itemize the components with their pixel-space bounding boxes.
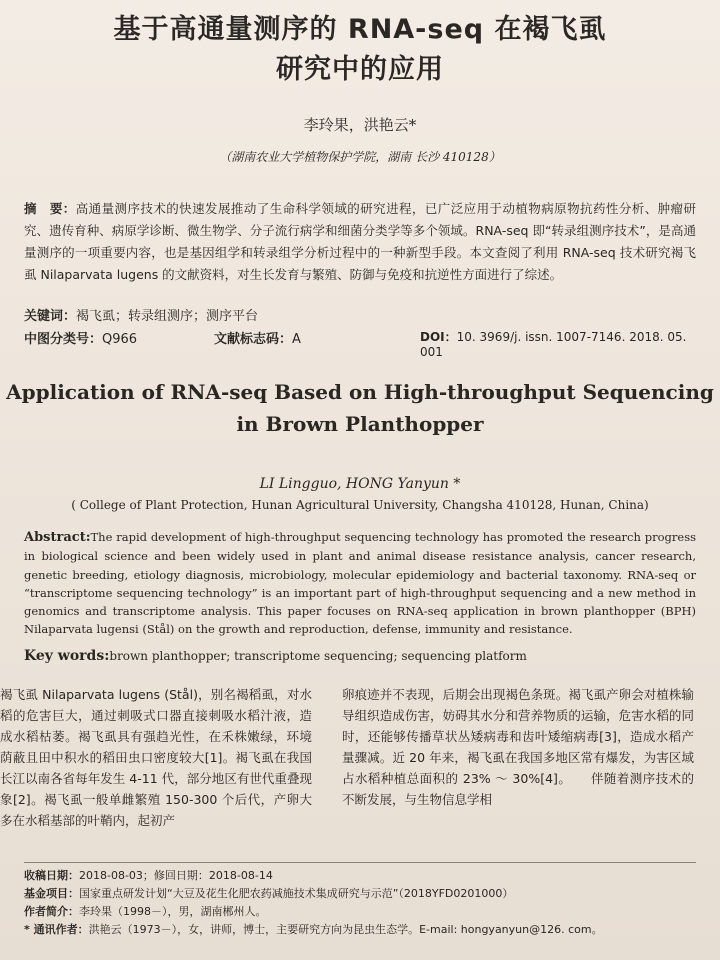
footnote-text: 2018-08-03；修回日期：2018-08-14 — [79, 869, 273, 882]
chinese-title-line-1: 基于高通量测序的 RNA-seq 在褐飞虱 — [113, 14, 607, 45]
english-abstract-text: The rapid development of high-throughput sequencing technology has promoted the research progress in biological science and been widely used in plant and animal disease resistance analysis, cancer research, genetic breeding, etiology diagnosis, microbiology, molecular epidemiology and bacterial taxonomy. RNA-seq or “transcriptome sequencing technology” is an important part of high-throughput sequencing and a new method in genomics and transcriptome analysis. This paper focuses on RNA-seq application in brown planthopper (BPH) Nilaparvata lugensi (Stål) on the growth and reproduction, defense, immunity and resistance. — [24, 530, 696, 637]
english-abstract-label: Abstract: — [24, 530, 91, 545]
chinese-abstract-label: 摘 要： — [24, 201, 76, 216]
classification-label: 中图分类号： — [24, 332, 103, 347]
footnote-label: 作者简介： — [24, 905, 79, 918]
footnote-label: * 通讯作者： — [24, 923, 89, 936]
doi — [420, 328, 696, 359]
footnote-corresponding-author — [24, 921, 696, 939]
body-column-right: 卵痕迹并不表现，后期会出现褐色条斑。褐飞虱产卵会对植株输导组织造成伤害，妨碍其水分和营养物质的运输，危害水稻的同时，还能够传播草状丛矮病毒和齿叶矮缩病毒[3]，造成水稻产量骤减。近 20 年来，褐飞虱在我国多地区常有爆发，为害区域占水稻种植总面积的 23% ～ 30%[4]。 伴随着测序技术的不断发展，与生物信息学相 — [342, 687, 694, 807]
english-keywords — [24, 648, 696, 664]
chinese-keywords-label: 关键词： — [24, 309, 77, 324]
footnotes — [24, 862, 696, 939]
footnote-text: 李玲果（1998－），男，湖南郴州人。 — [79, 905, 267, 918]
footnote-text: 国家重点研发计划“大豆及花生化肥农药减施技术集成研究与示范”（2018YFD0201000） — [79, 887, 514, 900]
chinese-title-line-2: 研究中的应用 — [276, 54, 444, 85]
document-code-label: 文献标志码： — [214, 332, 293, 347]
chinese-abstract-text: 高通量测序技术的快速发展推动了生命科学领域的研究进程，已广泛应用于动植物病原物抗药性分析、肿瘤研究、遗传育种、病原学诊断、微生物学、分子流行病学和细菌分类学等多个领域。RNA-seq 即“转录组测序技术”，是高通量测序的一项重要内容，也是基因组学和转录组学分析过程中的一种新型手段。本文查阅了利用 RNA-seq 技术研究褐飞虱 Nilaparvata lugens 的文献资料，对生长发育与繁殖、防御与免疫和抗逆性方面进行了综述。 — [24, 201, 696, 282]
footnote-label: 收稿日期： — [24, 869, 79, 882]
english-title-line-2: in Brown Planthopper — [236, 412, 484, 436]
english-authors: LI Lingguo, HONG Yanyun * — [259, 476, 461, 492]
english-keywords-label: Key words: — [24, 648, 110, 664]
chinese-abstract — [24, 198, 696, 286]
chinese-keywords — [24, 305, 696, 324]
body-column-left: 褐飞虱 Nilaparvata lugens (Stål)，别名褐稻虱，对水稻的危害巨大，通过刺吸式口器直接刺吸水稻汁液，造成水稻枯萎。褐飞虱具有强趋光性，在禾株嫩绿，环境荫蔽且田中积水的稻田虫口密度较大[1]。褐飞虱在我国长江以南各省每年发生 4-11 代，部分地区有世代重叠现象[2]。褐飞虱一般单雌繁殖 150-300 个后代，产卵大多在水稻基部的叶鞘内，起初产 — [0, 687, 312, 828]
doi-value: 10. 3969/j. issn. 1007-7146. 2018. 05. 001 — [420, 330, 687, 359]
document-code-value: A — [292, 332, 301, 347]
footnote-label: 基金项目： — [24, 887, 79, 900]
doi-label: DOI： — [420, 330, 457, 344]
english-title-line-1: Application of RNA-seq Based on High-throughput Sequencing — [6, 380, 714, 404]
chinese-authors: 李玲果，洪艳云* — [303, 116, 417, 134]
footnote-text: 洪艳云（1973－），女，讲师，博士，主要研究方向为昆虫生态学。E-mail: hongyanyun@126. com。 — [88, 923, 603, 936]
english-title — [0, 376, 720, 440]
chinese-affiliation: （湖南农业大学植物保护学院，湖南 长沙 410128） — [219, 150, 501, 164]
english-affiliation: ( College of Plant Protection, Hunan Agricultural University, Changsha 410128, Hunan, China) — [71, 498, 649, 512]
footnote-received-date — [24, 867, 696, 885]
english-abstract — [24, 528, 696, 639]
classification-value: Q966 — [102, 332, 138, 347]
body-text — [0, 684, 720, 860]
article-metadata — [24, 328, 696, 359]
footnote-author-bio — [24, 903, 696, 921]
english-keywords-text: brown planthopper; transcriptome sequencing; sequencing platform — [109, 649, 527, 663]
classification-number — [24, 328, 137, 347]
footnote-funding — [24, 885, 696, 903]
document-code — [214, 328, 301, 347]
chinese-title — [0, 10, 720, 90]
chinese-keywords-text: 褐飞虱；转录组测序；测序平台 — [76, 309, 259, 324]
